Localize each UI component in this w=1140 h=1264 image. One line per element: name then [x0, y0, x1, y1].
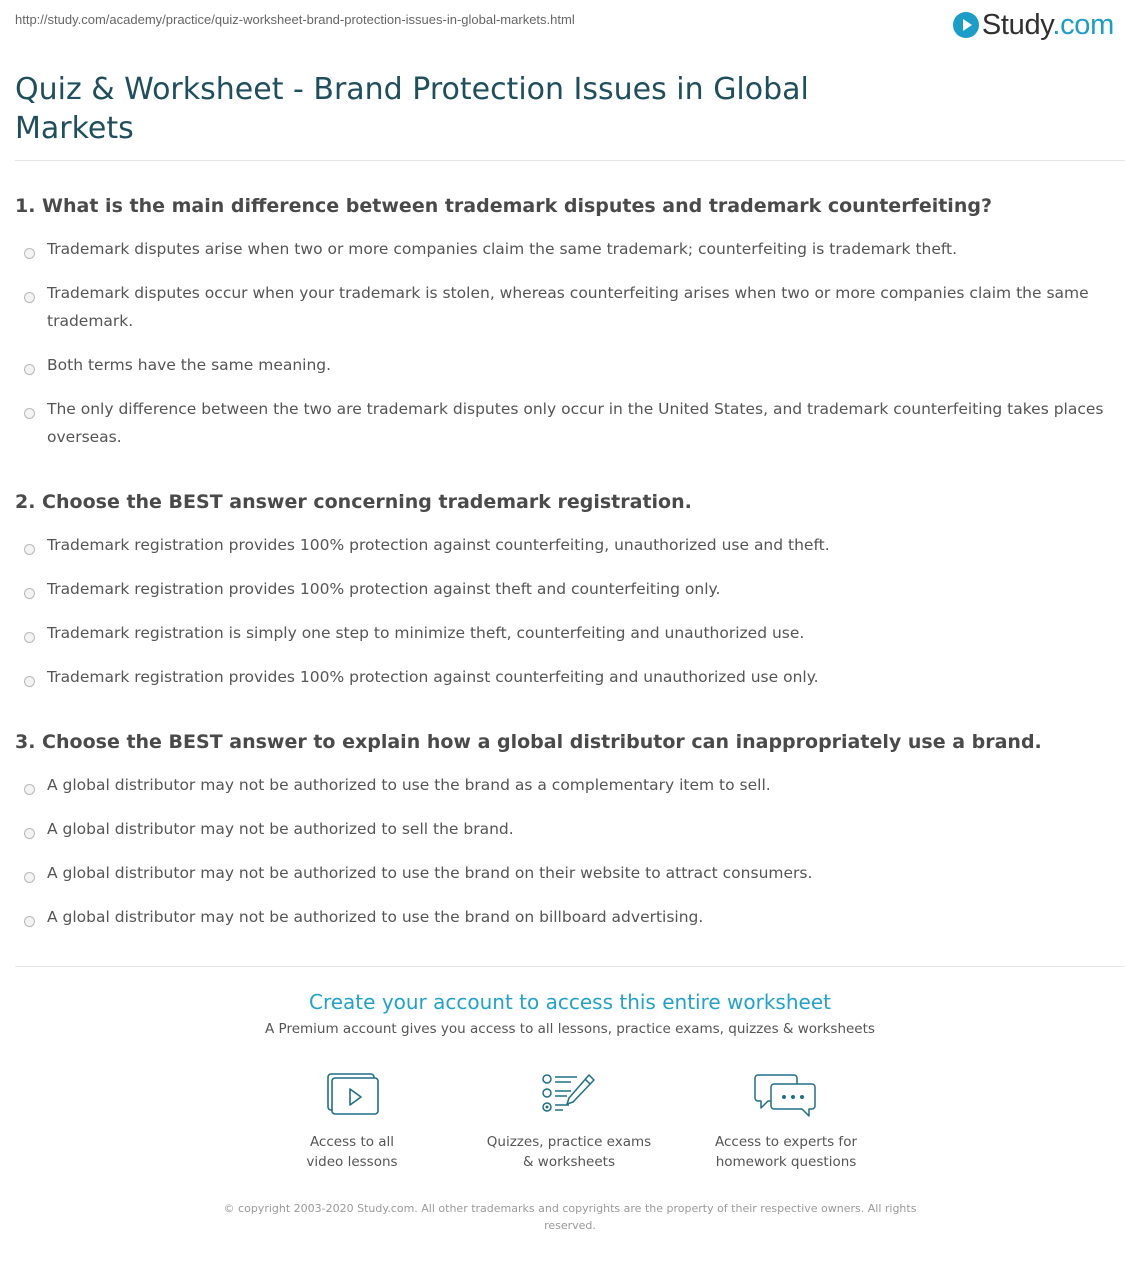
option-text: Trademark registration provides 100% protection against counterfeiting and unauthorized use only.: [47, 668, 819, 686]
play-logo-icon: [953, 12, 979, 38]
study-logo[interactable]: [953, 8, 1114, 42]
question-3-option-1[interactable]: [24, 776, 1104, 799]
premium-description: A Premium account gives you access to all lessons, practice exams, quizzes & worksheets: [265, 1021, 875, 1037]
feature-label: Access to experts for homework questions: [714, 1134, 857, 1170]
quiz-checklist-icon: [541, 1072, 597, 1118]
radio-button[interactable]: [24, 784, 35, 795]
radio-button[interactable]: [24, 632, 35, 643]
question-1-option-3[interactable]: [24, 356, 1104, 379]
question-1-option-2[interactable]: [24, 284, 1104, 335]
option-text: Trademark disputes arise when two or more companies claim the same trademark; counterfeiting is trademark theft.: [47, 240, 958, 258]
question-3-option-3[interactable]: [24, 864, 1104, 887]
radio-button[interactable]: [24, 828, 35, 839]
title-divider: [15, 160, 1125, 161]
option-text: Trademark disputes occur when your trademark is stolen, whereas counterfeiting arises when two or more companies claim the same trademark.: [47, 284, 1089, 330]
question-3-option-4[interactable]: [24, 908, 1104, 931]
option-text: Both terms have the same meaning.: [47, 356, 332, 374]
feature-experts: [686, 1072, 886, 1172]
radio-button[interactable]: [24, 408, 35, 419]
radio-button[interactable]: [24, 292, 35, 303]
question-1-option-1[interactable]: [24, 240, 1104, 263]
feature-video-lessons: [252, 1072, 452, 1172]
question-2-option-1[interactable]: [24, 536, 1104, 559]
option-text: Trademark registration is simply one step to minimize theft, counterfeiting and unauthorized use.: [47, 624, 805, 642]
content-divider: [15, 966, 1125, 967]
question-3-title: 3. Choose the BEST answer to explain how a global distributor can inappropriately use a brand.: [15, 731, 1042, 753]
option-text: Trademark registration provides 100% protection against counterfeiting, unauthorized use and theft.: [47, 536, 830, 554]
radio-button[interactable]: [24, 364, 35, 375]
logo-text: Study.com: [981, 8, 1114, 41]
chat-bubbles-icon: [754, 1072, 818, 1118]
question-2-option-4[interactable]: [24, 668, 1104, 691]
feature-label: Access to all video lessons: [306, 1134, 398, 1170]
option-text: A global distributor may not be authorized to sell the brand.: [47, 820, 514, 838]
question-3-option-2[interactable]: [24, 820, 1104, 843]
option-text: A global distributor may not be authorized to use the brand on their website to attract consumers.: [47, 864, 813, 882]
option-text: The only difference between the two are trademark disputes only occur in the United States, and trademark counterfeiting takes places overseas.: [47, 400, 1104, 446]
option-text: A global distributor may not be authorized to use the brand as a complementary item to sell.: [47, 776, 771, 794]
radio-button[interactable]: [24, 588, 35, 599]
feature-label: Quizzes, practice exams & worksheets: [486, 1134, 652, 1170]
video-lessons-icon: [325, 1072, 379, 1118]
page-title: Quiz & Worksheet - Brand Protection Issues in Global Markets: [15, 72, 809, 146]
radio-button[interactable]: [24, 916, 35, 927]
question-2-option-2[interactable]: [24, 580, 1104, 603]
create-account-link[interactable]: Create your account to access this entire worksheet: [309, 990, 831, 1014]
question-1-option-4[interactable]: [24, 400, 1104, 451]
radio-button[interactable]: [24, 676, 35, 687]
copyright-notice: © copyright 2003-2020 Study.com. All other trademarks and copyrights are the property of their respective owners. All rights reserved.: [223, 1202, 917, 1232]
question-2-title: 2. Choose the BEST answer concerning trademark registration.: [15, 491, 692, 513]
option-text: A global distributor may not be authorized to use the brand on billboard advertising.: [47, 908, 704, 926]
feature-quizzes: [469, 1072, 669, 1172]
question-2-option-3[interactable]: [24, 624, 1104, 647]
radio-button[interactable]: [24, 248, 35, 259]
question-1-title: 1. What is the main difference between trademark disputes and trademark counterfeiting?: [15, 195, 992, 217]
radio-button[interactable]: [24, 872, 35, 883]
radio-button[interactable]: [24, 544, 35, 555]
page-url: http://study.com/academy/practice/quiz-worksheet-brand-protection-issues-in-global-markets.html: [15, 12, 575, 27]
option-text: Trademark registration provides 100% protection against theft and counterfeiting only.: [47, 580, 721, 598]
